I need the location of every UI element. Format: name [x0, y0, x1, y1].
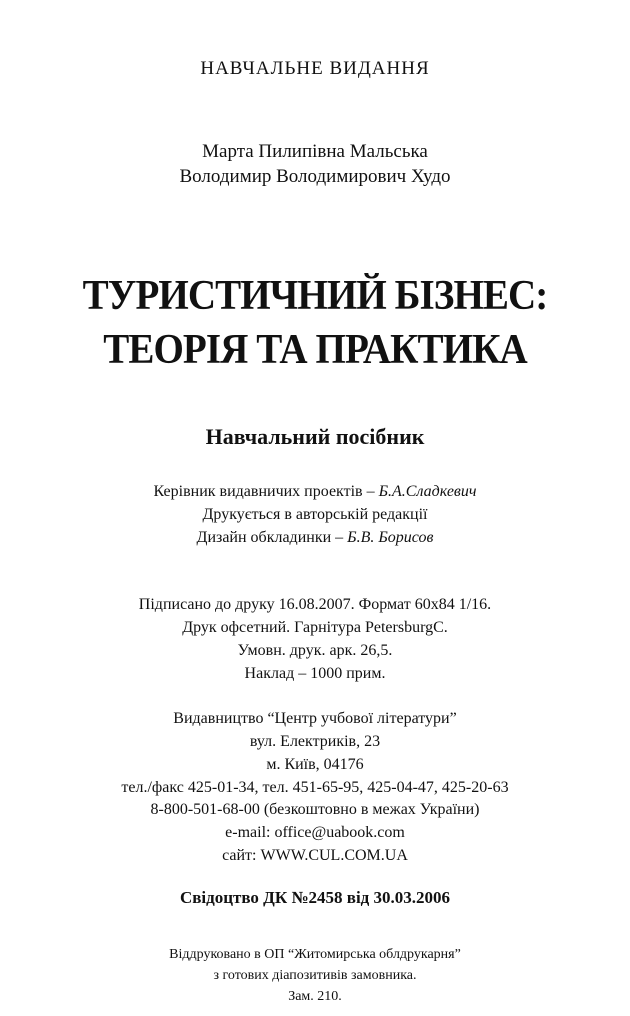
print-info-line: Підписано до друку 16.08.2007. Формат 60х84 1/16. [138, 596, 492, 613]
printed-by-line: з готових діапозитивів замовника. [213, 968, 417, 983]
book-title-line-1: ТУРИСТИЧНИЙ БІЗНЕС: [82, 273, 548, 319]
cover-design-name: Б.В. Борисов [347, 529, 434, 546]
project-lead-label: Керівник видавничих проектів – [153, 483, 375, 500]
project-lead-name: Б.А.Сладкевич [378, 483, 477, 500]
publisher-line: тел./факс 425-01-34, тел. 451-65-95, 425-04-47, 425-20-63 [121, 779, 509, 796]
cover-design-credit [0, 529, 630, 547]
author-name: Марта Пилипівна Мальська [202, 141, 428, 162]
publisher-line: вул. Електриків, 23 [249, 733, 381, 750]
book-subtitle: Навчальний посібник [205, 424, 425, 449]
edition-note: Друкується в авторській редакції [202, 506, 428, 523]
author-name: Володимир Володимирович Худо [179, 166, 451, 187]
certificate-note: Свідоцтво ДК №2458 від 30.03.2006 [179, 888, 451, 907]
publisher-email: e-mail: office@uabook.com [225, 824, 405, 841]
order-number: Зам. 210. [288, 989, 342, 1004]
publisher-line: Видавництво “Центр учбової літератури” [173, 710, 457, 727]
cover-design-label: Дизайн обкладинки – [196, 529, 344, 546]
publisher-website: сайт: WWW.CUL.COM.UA [222, 847, 408, 864]
publisher-line: м. Київ, 04176 [266, 756, 364, 773]
publisher-line: 8-800-501-68-00 (безкоштовно в межах України) [150, 801, 480, 818]
series-title: НАВЧАЛЬНЕ ВИДАННЯ [200, 58, 430, 79]
print-info-line: Друк офсетний. Гарнітура PetersburgC. [182, 619, 448, 636]
project-lead-credit [0, 483, 630, 501]
printed-by-line: Віддруковано в ОП “Житомирська облдрукарня” [169, 947, 461, 962]
print-info-line: Наклад – 1000 прим. [244, 665, 386, 682]
book-title-line-2: ТЕОРІЯ ТА ПРАКТИКА [103, 327, 527, 373]
print-info-line: Умовн. друк. арк. 26,5. [237, 642, 393, 659]
